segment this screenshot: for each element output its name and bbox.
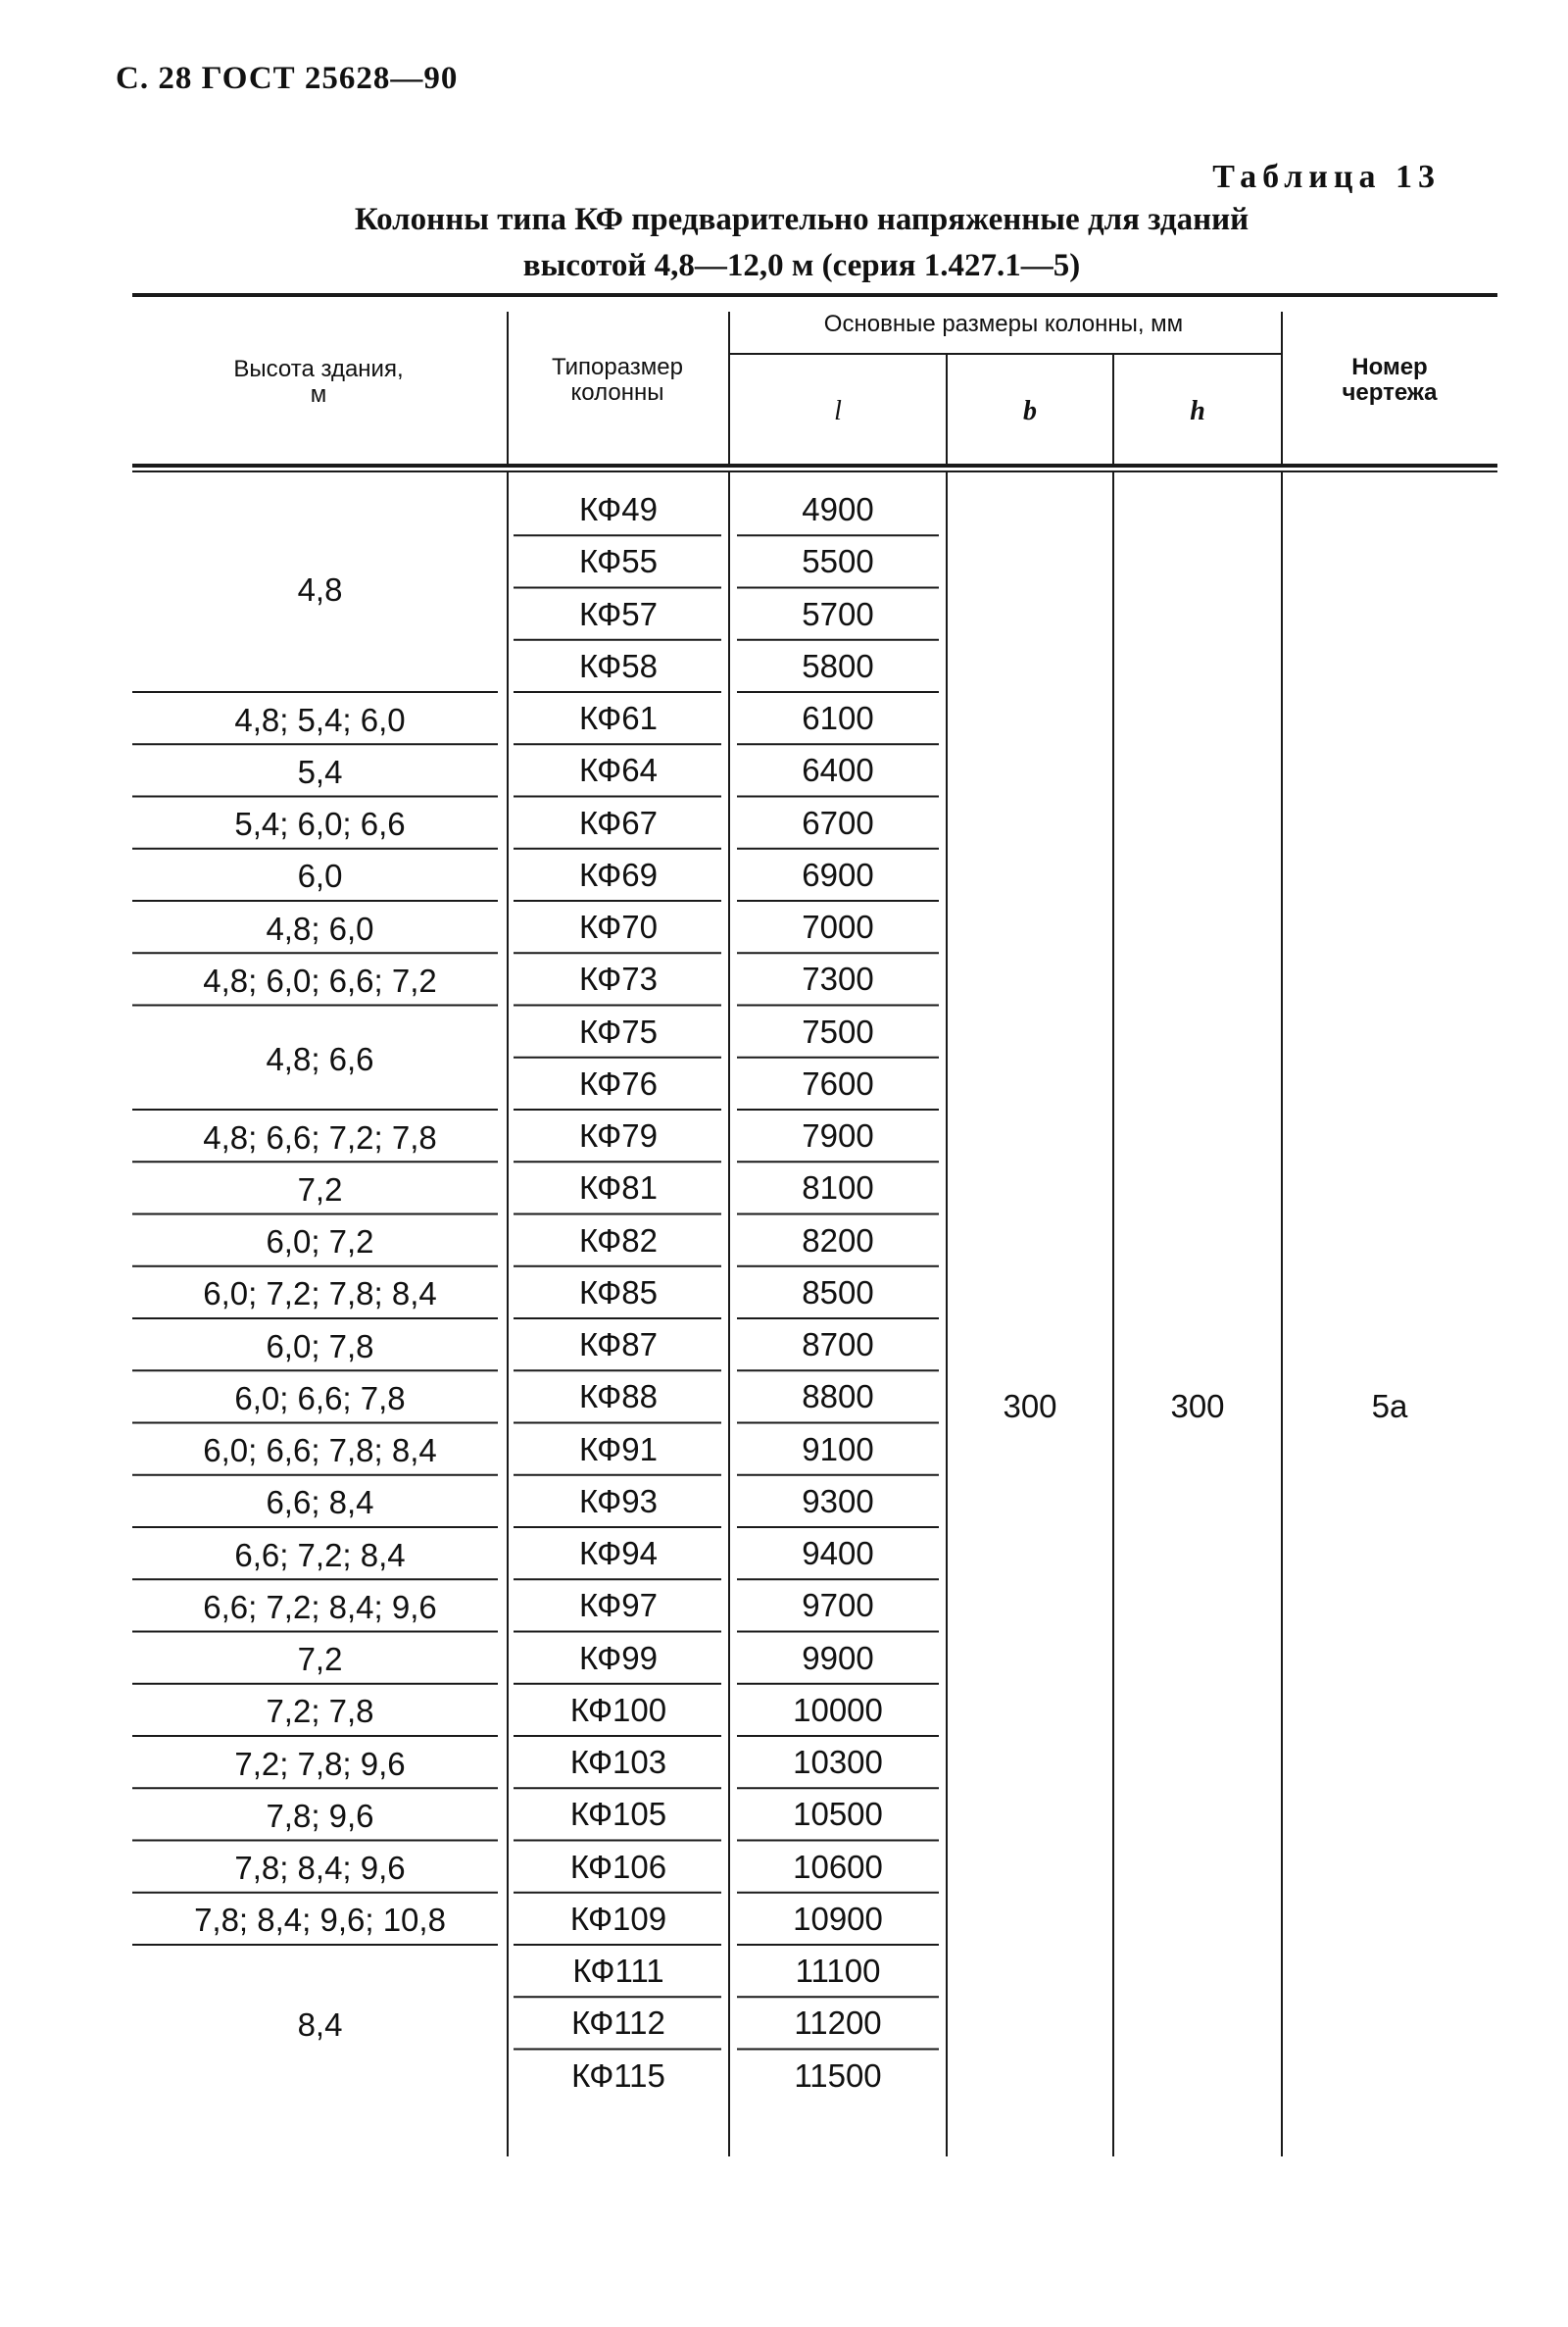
- building-height-cell: 4,8; 6,0; 6,6; 7,2: [203, 962, 437, 999]
- length-cell: 11100: [795, 1953, 881, 1989]
- column-type-cell: КФ75: [579, 1013, 658, 1050]
- column-type-cell: КФ91: [579, 1430, 658, 1467]
- building-height-cell: 5,4; 6,0; 6,6: [234, 806, 406, 843]
- length-cell: 8200: [802, 1221, 874, 1259]
- length-cell: 8700: [802, 1326, 874, 1362]
- length-cell: 10900: [793, 1900, 883, 1937]
- length-cell: 7300: [802, 961, 874, 998]
- column-type-cell: КФ49: [579, 491, 658, 527]
- length-cell: 8100: [802, 1169, 874, 1207]
- length-cell: 9900: [802, 1639, 874, 1676]
- length-cell: 10500: [793, 1796, 883, 1833]
- column-type-cell: КФ85: [579, 1273, 658, 1311]
- length-cell: 7600: [802, 1064, 874, 1102]
- length-cell: 10600: [793, 1848, 883, 1885]
- header-height-line-1: Высота здания,: [233, 356, 404, 382]
- column-type-cell: КФ111: [572, 1953, 664, 1989]
- column-type-cell: КФ97: [579, 1587, 658, 1624]
- drawing-number: 5а: [1371, 1388, 1408, 1424]
- building-height-cell: 6,6; 8,4: [266, 1484, 374, 1521]
- header-type-line-1: Типоразмер: [552, 354, 683, 380]
- b-value: 300: [1003, 1388, 1057, 1424]
- column-type-cell: КФ105: [569, 1796, 667, 1833]
- column-type-cell: КФ115: [571, 2056, 665, 2094]
- length-cell: 8800: [802, 1378, 874, 1415]
- length-cell: 9400: [802, 1535, 874, 1571]
- building-height-cell: 6,0; 6,6; 7,8: [234, 1379, 406, 1416]
- header-type: [508, 355, 727, 406]
- length-cell: 8500: [802, 1273, 874, 1311]
- header-height-line-2: м: [310, 381, 327, 408]
- building-height-cell: 6,0: [297, 858, 343, 895]
- header-type-line-2: колонны: [570, 379, 664, 406]
- column-type-cell: КФ109: [569, 1900, 667, 1937]
- building-height-cell: 8,4: [297, 2005, 343, 2043]
- length-cell: 6700: [802, 804, 874, 841]
- column-type-cell: КФ81: [579, 1169, 658, 1207]
- h-value: 300: [1170, 1388, 1225, 1424]
- building-height-cell: 6,0; 7,8: [266, 1327, 374, 1364]
- length-cell: 6900: [802, 856, 874, 893]
- column-type-cell: КФ69: [579, 856, 658, 893]
- building-height-cell: 6,0; 7,2; 7,8; 8,4: [203, 1275, 437, 1312]
- column-type-cell: КФ88: [579, 1378, 658, 1415]
- building-height-cell: 6,0; 6,6; 7,8; 8,4: [203, 1432, 437, 1469]
- column-type-cell: КФ57: [579, 595, 658, 632]
- column-type-cell: КФ70: [579, 909, 658, 945]
- length-cell: 4900: [802, 491, 874, 527]
- table-title-line-2: высотой 4,8—12,0 м (серия 1.427.1—5): [522, 248, 1081, 283]
- length-cell: 11200: [794, 2005, 882, 2042]
- building-height-cell: 7,2; 7,8; 9,6: [234, 1745, 406, 1782]
- column-type-cell: КФ67: [579, 804, 658, 841]
- column-type-cell: КФ87: [579, 1326, 658, 1362]
- column-type-cell: КФ64: [579, 752, 658, 789]
- length-cell: 5800: [802, 647, 874, 684]
- building-height-cell: 4,8; 6,6: [266, 1040, 374, 1077]
- header-b: b: [1023, 396, 1037, 426]
- header-height: [132, 357, 505, 408]
- column-type-cell: КФ93: [579, 1482, 658, 1519]
- header-drawing-line-1: Номер: [1351, 354, 1428, 380]
- building-height-cell: 4,8; 6,0: [266, 910, 374, 947]
- column-type-cell: КФ76: [579, 1064, 658, 1102]
- length-cell: 11500: [794, 2056, 882, 2094]
- column-type-cell: КФ79: [579, 1117, 658, 1154]
- length-cell: 7900: [802, 1117, 874, 1154]
- building-height-cell: 6,6; 7,2; 8,4: [234, 1536, 406, 1573]
- column-type-cell: КФ99: [579, 1639, 658, 1676]
- length-cell: 5700: [802, 595, 874, 632]
- header-drawing: [1282, 355, 1497, 406]
- building-height-cell: 7,2: [297, 1170, 343, 1208]
- building-height-cell: 7,2; 7,8: [266, 1693, 374, 1730]
- table-number: Таблица 13: [1212, 159, 1441, 195]
- building-height-cell: 7,2: [297, 1641, 343, 1678]
- building-height-cell: 6,6; 7,2; 8,4; 9,6: [203, 1588, 437, 1625]
- building-height-cell: 7,8; 8,4; 9,6: [234, 1850, 406, 1887]
- length-cell: 10300: [793, 1744, 883, 1780]
- length-cell: 9300: [802, 1482, 874, 1519]
- column-type-cell: КФ58: [579, 647, 658, 684]
- building-height-cell: 5,4: [297, 753, 343, 790]
- column-type-cell: КФ61: [579, 700, 658, 736]
- length-cell: 6100: [802, 700, 874, 736]
- building-height-cell: 6,0; 7,2: [266, 1223, 374, 1261]
- length-cell: 6400: [802, 752, 874, 789]
- column-type-cell: КФ55: [579, 543, 658, 580]
- building-height-cell: 7,8; 9,6: [266, 1797, 374, 1834]
- column-type-cell: КФ112: [571, 2005, 665, 2042]
- column-type-cell: КФ73: [579, 961, 658, 998]
- length-cell: 7000: [802, 909, 874, 945]
- column-type-cell: КФ106: [569, 1848, 667, 1885]
- table-title-line-1: Колонны типа КФ предварительно напряженные для зданий: [354, 202, 1250, 237]
- column-type-cell: КФ100: [569, 1691, 667, 1728]
- column-type-cell: КФ103: [569, 1744, 667, 1780]
- building-height-cell: 7,8; 8,4; 9,6; 10,8: [194, 1902, 446, 1939]
- page-header: С. 28 ГОСТ 25628—90: [116, 61, 459, 96]
- length-cell: 7500: [802, 1013, 874, 1050]
- header-drawing-line-2: чертежа: [1342, 379, 1438, 406]
- column-type-cell: КФ82: [579, 1221, 658, 1259]
- length-cell: 10000: [793, 1691, 883, 1728]
- column-type-cell: КФ94: [579, 1535, 658, 1571]
- length-cell: 9100: [802, 1430, 874, 1467]
- header-l: l: [834, 396, 842, 426]
- length-cell: 5500: [802, 543, 874, 580]
- header-dimensions: Основные размеры колонны, мм: [823, 311, 1184, 337]
- building-height-cell: 4,8; 5,4; 6,0: [234, 701, 406, 738]
- length-cell: 9700: [802, 1587, 874, 1624]
- building-height-cell: 4,8; 6,6; 7,2; 7,8: [203, 1118, 437, 1156]
- header-h: h: [1190, 396, 1205, 426]
- building-height-cell: 4,8: [297, 570, 343, 608]
